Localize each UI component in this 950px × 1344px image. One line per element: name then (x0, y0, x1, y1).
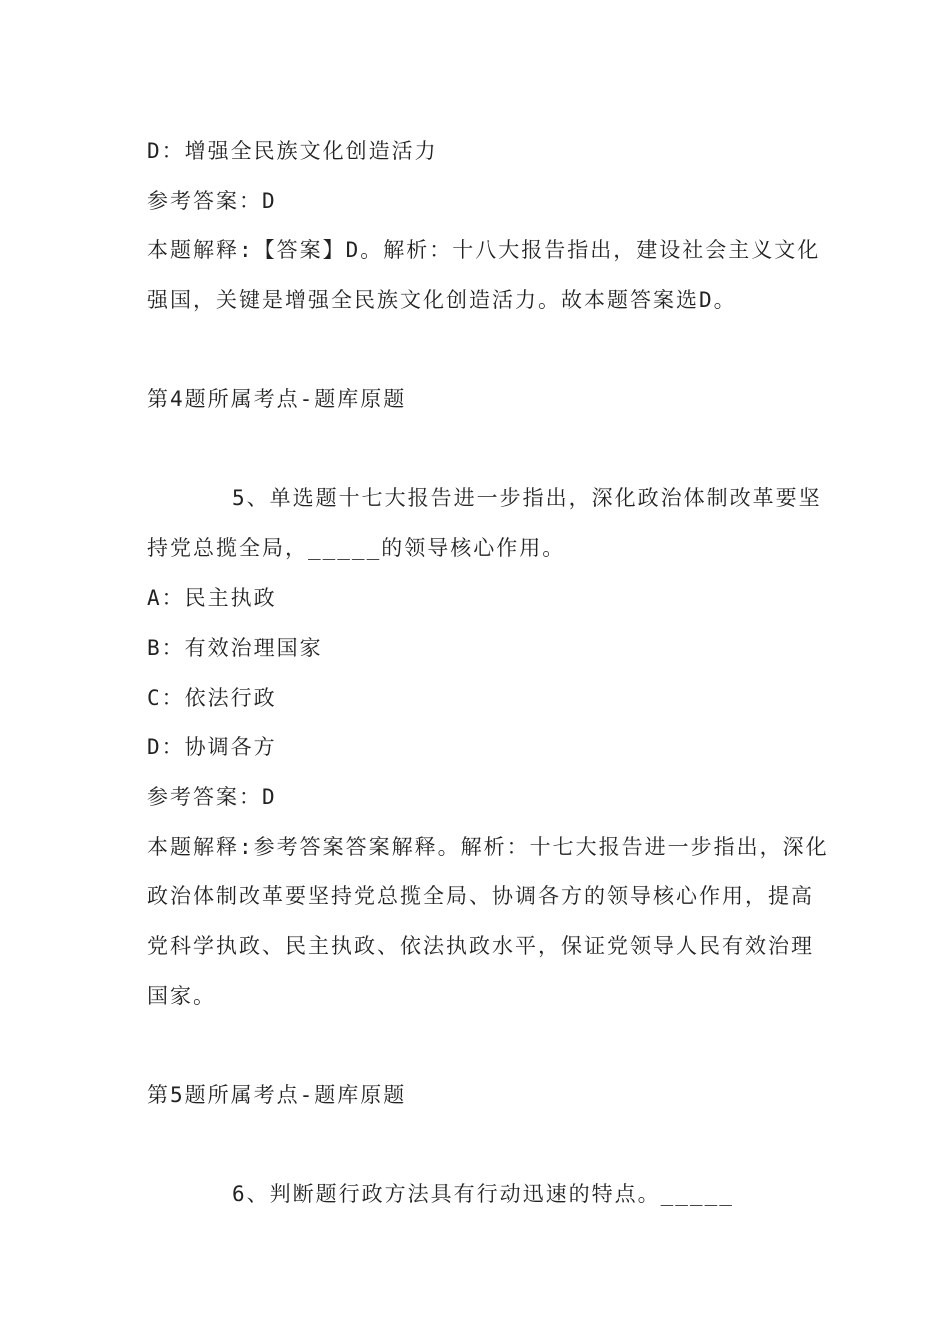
q5-question-line-1: 5、单选题十七大报告进一步指出，深化政治体制改革要坚 (232, 486, 822, 510)
q5-explanation-line-1: 本题解释:参考答案答案解释。解析：十七大报告进一步指出，深化 (147, 835, 829, 859)
q5-option-c: C：依法行政 (147, 686, 277, 710)
q5-option-b: B：有效治理国家 (147, 636, 323, 660)
q4-answer: 参考答案：D (147, 189, 277, 213)
q5-explanation-line-2: 政治体制改革要坚持党总揽全局、协调各方的领导核心作用，提高 (147, 884, 814, 908)
q4-explanation-line-2: 强国，关键是增强全民族文化创造活力。故本题答案选D。 (147, 288, 737, 312)
q5-explanation-line-3: 党科学执政、民主执政、依法执政水平，保证党领导人民有效治理 (147, 934, 814, 958)
q5-answer: 参考答案：D (147, 785, 277, 809)
q5-option-d: D：协调各方 (147, 735, 277, 759)
q5-option-a: A：民主执政 (147, 586, 277, 610)
q4-explanation-line-1: 本题解释:【答案】D。解析：十八大报告指出，建设社会主义文化 (147, 238, 821, 262)
q4-topic: 第4题所属考点-题库原题 (147, 387, 407, 411)
q5-topic: 第5题所属考点-题库原题 (147, 1083, 407, 1107)
q4-option-d: D：增强全民族文化创造活力 (147, 139, 438, 163)
q6-question-line-1: 6、判断题行政方法具有行动迅速的特点。_____ (232, 1182, 734, 1206)
q5-question-line-2: 持党总揽全局，_____的领导核心作用。 (147, 536, 566, 560)
q5-explanation-line-4: 国家。 (147, 984, 216, 1008)
